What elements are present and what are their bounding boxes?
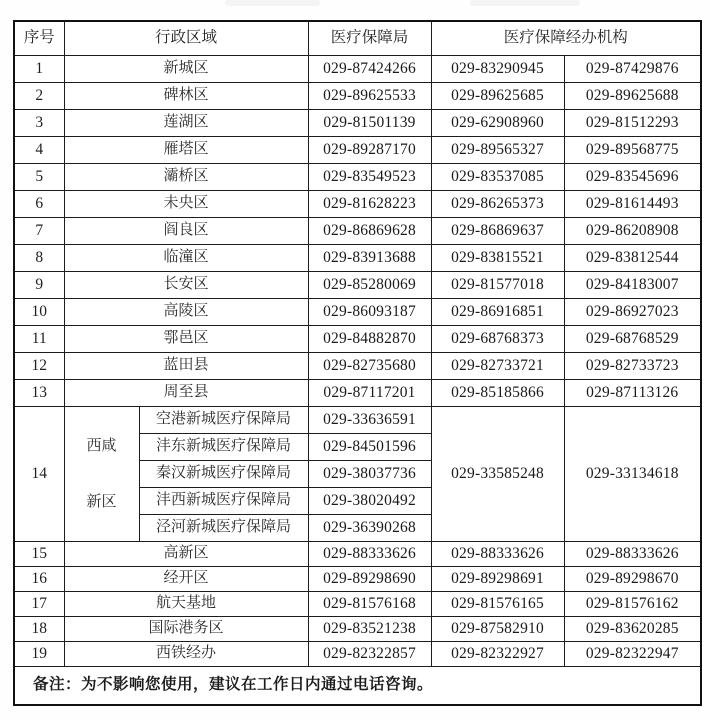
table-row (14, 352, 701, 379)
district-cell: 蓝田县 (64, 352, 308, 379)
agency-phone-b-cell: 029-87113126 (564, 379, 701, 406)
seq-cell: 2 (14, 82, 64, 109)
seq-cell: 1 (14, 55, 64, 82)
table-row (14, 271, 701, 298)
seq-cell: 16 (14, 566, 64, 591)
seq-cell: 19 (14, 641, 64, 666)
table-row (14, 591, 701, 616)
seq-cell: 10 (14, 298, 64, 325)
district-cell: 周至县 (64, 379, 308, 406)
header-seq: 序号 (14, 21, 64, 55)
seq-cell: 11 (14, 325, 64, 352)
seq-cell: 8 (14, 244, 64, 271)
agency-phone-b-cell: 029-81614493 (564, 190, 701, 217)
bureau-phone-cell: 029-89287170 (308, 136, 431, 163)
table-row (14, 109, 701, 136)
seq-cell: 13 (14, 379, 64, 406)
bureau-phone-cell: 029-36390268 (308, 514, 431, 541)
table-row (14, 136, 701, 163)
district-cell: 阎良区 (64, 217, 308, 244)
agency-phone-b-cell: 029-83812544 (564, 244, 701, 271)
header-row (14, 21, 701, 55)
bureau-phone-cell: 029-89625533 (308, 82, 431, 109)
district-cell: 灞桥区 (64, 163, 308, 190)
seq-cell: 18 (14, 616, 64, 641)
agency-phone-b-cell: 029-82733723 (564, 352, 701, 379)
agency-phone-a-cell: 029-33585248 (431, 406, 564, 541)
medical-insurance-phone-table (13, 20, 702, 706)
table-row (14, 55, 701, 82)
table-body (14, 55, 701, 666)
agency-phone-b-cell: 029-87429876 (564, 55, 701, 82)
bureau-phone-cell: 029-83913688 (308, 244, 431, 271)
agency-phone-a-cell: 029-83537085 (431, 163, 564, 190)
agency-phone-b-cell: 029-81576162 (564, 591, 701, 616)
bureau-phone-cell: 029-88333626 (308, 541, 431, 566)
seq-cell: 4 (14, 136, 64, 163)
district-cell: 雁塔区 (64, 136, 308, 163)
agency-phone-b-cell: 029-89298670 (564, 566, 701, 591)
district-cell: 莲湖区 (64, 109, 308, 136)
agency-phone-b-cell: 029-81512293 (564, 109, 701, 136)
agency-phone-a-cell: 029-62908960 (431, 109, 564, 136)
agency-phone-b-cell: 029-82322947 (564, 641, 701, 666)
bureau-phone-cell: 029-82735680 (308, 352, 431, 379)
seq-cell: 7 (14, 217, 64, 244)
table-row (14, 566, 701, 591)
agency-phone-a-cell: 029-86869637 (431, 217, 564, 244)
district-cell: 经开区 (64, 566, 308, 591)
table-footer (14, 666, 701, 705)
sub-bureau-name-cell: 空港新城医疗保障局 (139, 406, 308, 433)
agency-phone-b-cell: 029-33134618 (564, 406, 701, 541)
agency-phone-a-cell: 029-87582910 (431, 616, 564, 641)
agency-phone-a-cell: 029-85185866 (431, 379, 564, 406)
district-cell: 高陵区 (64, 298, 308, 325)
agency-phone-b-cell: 029-68768529 (564, 325, 701, 352)
agency-phone-a-cell: 029-88333626 (431, 541, 564, 566)
table-row (14, 217, 701, 244)
sub-bureau-name-cell: 沣西新城医疗保障局 (139, 487, 308, 514)
agency-phone-a-cell: 029-89565327 (431, 136, 564, 163)
agency-phone-a-cell: 029-81576165 (431, 591, 564, 616)
district-cell: 国际港务区 (64, 616, 308, 641)
table-row (14, 641, 701, 666)
bureau-phone-cell: 029-33636591 (308, 406, 431, 433)
district-cell: 临潼区 (64, 244, 308, 271)
table-row (14, 82, 701, 109)
bureau-phone-cell: 029-89298690 (308, 566, 431, 591)
sub-bureau-name-cell: 沣东新城医疗保障局 (139, 433, 308, 460)
bureau-phone-cell: 029-38037736 (308, 460, 431, 487)
bureau-phone-cell: 029-86869628 (308, 217, 431, 244)
seq-cell: 5 (14, 163, 64, 190)
district-cell: 碑林区 (64, 82, 308, 109)
district-group-line: 西咸 (86, 437, 117, 454)
district-group-line: 新区 (86, 493, 117, 510)
bureau-phone-cell: 029-81501139 (308, 109, 431, 136)
table-row (14, 190, 701, 217)
cropped-text-artifact (225, 0, 320, 6)
sub-bureau-name-cell: 秦汉新城医疗保障局 (139, 460, 308, 487)
agency-phone-a-cell: 029-86265373 (431, 190, 564, 217)
table-row-xixian-sub (14, 406, 701, 433)
bureau-phone-cell: 029-83521238 (308, 616, 431, 641)
bureau-phone-cell: 029-87424266 (308, 55, 431, 82)
table-header (14, 21, 701, 55)
district-cell: 西铁经办 (64, 641, 308, 666)
seq-cell: 6 (14, 190, 64, 217)
agency-phone-a-cell: 029-89298691 (431, 566, 564, 591)
bureau-phone-cell: 029-81628223 (308, 190, 431, 217)
district-cell: 鄠邑区 (64, 325, 308, 352)
agency-phone-a-cell: 029-81577018 (431, 271, 564, 298)
seq-cell: 9 (14, 271, 64, 298)
bureau-phone-cell: 029-83549523 (308, 163, 431, 190)
agency-phone-b-cell: 029-83620285 (564, 616, 701, 641)
note-text: 备注：为不影响您使用，建议在工作日内通过电话咨询。 (14, 666, 701, 705)
bureau-phone-cell: 029-81576168 (308, 591, 431, 616)
agency-phone-a-cell: 029-89625685 (431, 82, 564, 109)
table-row (14, 325, 701, 352)
bureau-phone-cell: 029-86093187 (308, 298, 431, 325)
seq-cell: 17 (14, 591, 64, 616)
table-row (14, 163, 701, 190)
agency-phone-b-cell: 029-83545696 (564, 163, 701, 190)
header-district: 行政区域 (64, 21, 308, 55)
district-group-cell (64, 406, 139, 541)
bureau-phone-cell: 029-82322857 (308, 641, 431, 666)
bureau-phone-cell: 029-84882870 (308, 325, 431, 352)
district-cell: 长安区 (64, 271, 308, 298)
district-cell: 未央区 (64, 190, 308, 217)
agency-phone-a-cell: 029-68768373 (431, 325, 564, 352)
agency-phone-a-cell: 029-82322927 (431, 641, 564, 666)
header-agency: 医疗保障经办机构 (431, 21, 701, 55)
agency-phone-b-cell: 029-86208908 (564, 217, 701, 244)
table-row (14, 379, 701, 406)
sub-bureau-name-cell: 泾河新城医疗保障局 (139, 514, 308, 541)
seq-cell: 12 (14, 352, 64, 379)
seq-cell: 3 (14, 109, 64, 136)
bureau-phone-cell: 029-85280069 (308, 271, 431, 298)
agency-phone-a-cell: 029-83290945 (431, 55, 564, 82)
bureau-phone-cell: 029-84501596 (308, 433, 431, 460)
bureau-phone-cell: 029-87117201 (308, 379, 431, 406)
agency-phone-a-cell: 029-83815521 (431, 244, 564, 271)
agency-phone-b-cell: 029-89625688 (564, 82, 701, 109)
agency-phone-b-cell: 029-88333626 (564, 541, 701, 566)
district-cell: 航天基地 (64, 591, 308, 616)
agency-phone-b-cell: 029-84183007 (564, 271, 701, 298)
cropped-text-artifact (470, 0, 580, 6)
bureau-phone-cell: 029-38020492 (308, 487, 431, 514)
note-row (14, 666, 701, 705)
district-cell: 新城区 (64, 55, 308, 82)
district-cell: 高新区 (64, 541, 308, 566)
agency-phone-b-cell: 029-89568775 (564, 136, 701, 163)
table-row (14, 298, 701, 325)
seq-cell: 15 (14, 541, 64, 566)
agency-phone-a-cell: 029-86916851 (431, 298, 564, 325)
header-bureau: 医疗保障局 (308, 21, 431, 55)
table-row (14, 244, 701, 271)
agency-phone-a-cell: 029-82733721 (431, 352, 564, 379)
seq-cell: 14 (14, 406, 64, 541)
table-row (14, 541, 701, 566)
table-row (14, 616, 701, 641)
agency-phone-b-cell: 029-86927023 (564, 298, 701, 325)
